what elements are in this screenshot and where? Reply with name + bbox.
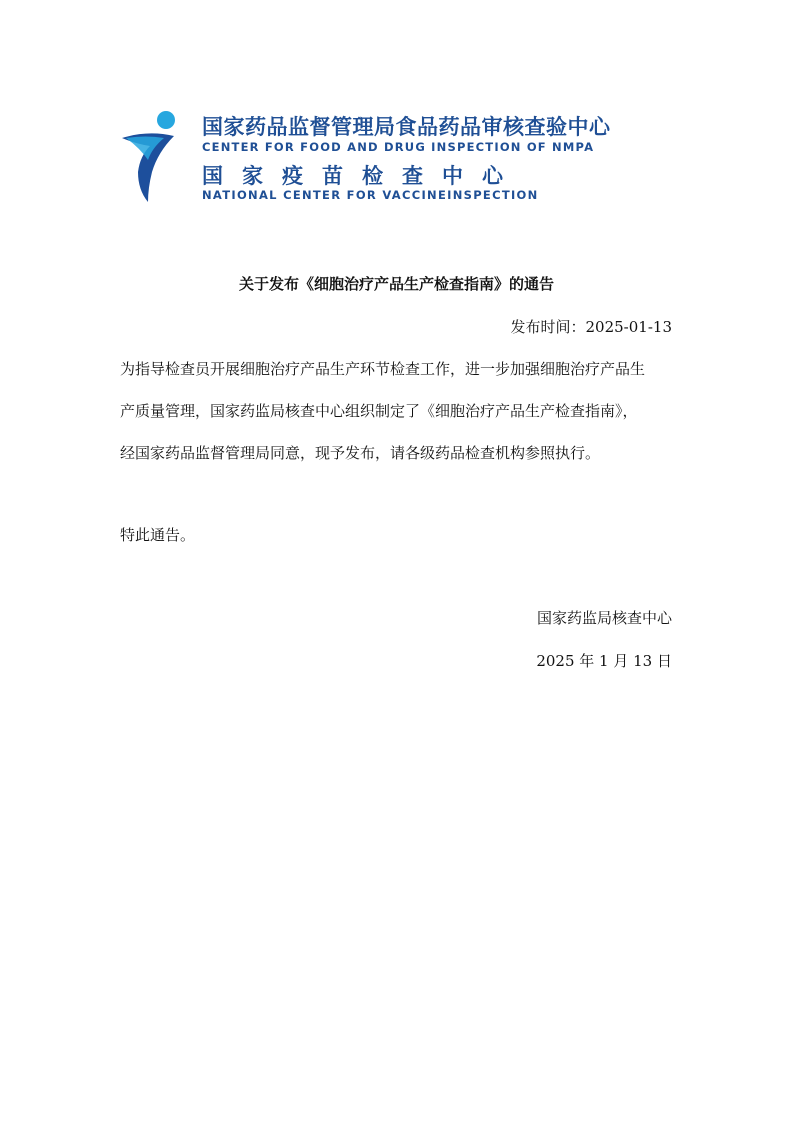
signature: 国家药监局核查中心: [536, 609, 672, 627]
signature-date: 2025 年 1 月 13 日: [536, 652, 672, 670]
letterhead: [118, 108, 678, 208]
body-line: 产质量管理，国家药监局核查中心组织制定了《细胞治疗产品生产检查指南》，: [120, 402, 638, 420]
body-line: 为指导检查员开展细胞治疗产品生产环节检查工作，进一步加强细胞治疗产品生: [120, 360, 646, 378]
org-name-cn-1: 国家药品监督管理局食品药品审核查验中心: [202, 115, 611, 139]
publish-time: 发布时间：2025-01-13: [510, 318, 672, 336]
closing-text: 特此通告。: [120, 526, 196, 544]
body-line: 经国家药品监督管理局同意，现予发布，请各级药品检查机构参照执行。: [120, 444, 601, 462]
org-name-cn-2: 国家疫苗检查中心: [202, 164, 522, 188]
document-title: 关于发布《细胞治疗产品生产检查指南》的通告: [238, 275, 554, 293]
org-name-en-2: NATIONAL CENTER FOR VACCINEINSPECTION: [202, 188, 539, 202]
org-name-en-1: CENTER FOR FOOD AND DRUG INSPECTION OF NMPA: [202, 140, 595, 154]
nmpa-logo-icon: [118, 108, 190, 204]
